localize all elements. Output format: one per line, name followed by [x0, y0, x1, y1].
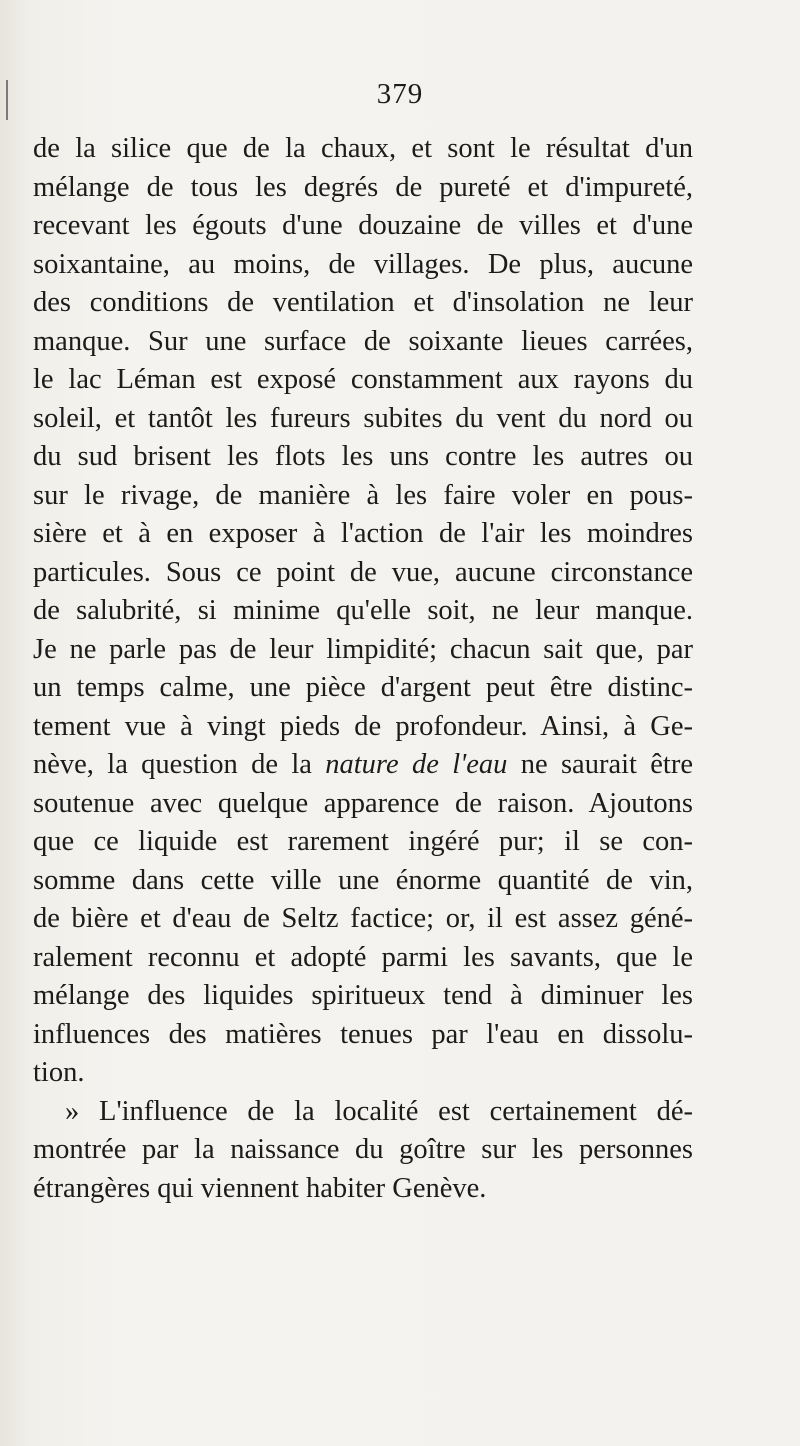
text-line: étrangères qui viennent habiter Genève.	[33, 1172, 487, 1204]
text-line: soleil, et tantôt les fureurs subites du vent du nord ou	[33, 402, 693, 434]
text-line: le lac Léman est exposé constamment aux rayons du	[33, 364, 693, 395]
body-text	[33, 130, 693, 1208]
text-segment: nève, la question de la	[33, 749, 326, 780]
text-line-with-italic	[33, 746, 693, 785]
text-line: un temps calme, une pièce d'argent peut être distinc-	[33, 672, 693, 703]
text-line: mélange des liquides spiritueux tend à diminuer les	[33, 980, 693, 1011]
text-line: des conditions de ventilation et d'insolation ne leur	[33, 287, 693, 318]
italic-phrase: nature de l'eau	[325, 749, 508, 780]
text-line: recevant les égouts d'une douzaine de villes et d'une	[33, 210, 693, 241]
page-number: 379	[376, 78, 424, 110]
text-line: sière et à en exposer à l'action de l'air les moindres	[33, 518, 693, 549]
text-segment: ne saurait être	[507, 749, 693, 780]
text-line: sur le rivage, de manière à les faire voler en pous-	[33, 479, 693, 511]
text-line: tion.	[33, 1057, 85, 1088]
text-line: mélange de tous les degrés de pureté et d'impureté,	[33, 171, 693, 203]
text-line: influences des matières tenues par l'eau en dissolu-	[33, 1018, 693, 1050]
text-line: que ce liquide est rarement ingéré pur; il se con-	[33, 826, 693, 857]
text-line: de salubrité, si minime qu'elle soit, ne leur manque.	[33, 595, 693, 626]
text-line: montrée par la naissance du goître sur les personnes	[33, 1134, 693, 1165]
text-line: de la silice que de la chaux, et sont le résultat d'un	[33, 133, 693, 164]
text-line: du sud brisent les flots les uns contre les autres ou	[33, 441, 693, 472]
text-line: soutenue avec quelque apparence de raison. Ajoutons	[33, 787, 693, 819]
text-line: manque. Sur une surface de soixante lieues carrées,	[33, 325, 693, 357]
text-line: ralement reconnu et adopté parmi les savants, que le	[33, 941, 693, 973]
text-line: Je ne parle pas de leur limpidité; chacun sait que, par	[33, 633, 693, 665]
text-line: particules. Sous ce point de vue, aucune circonstance	[33, 556, 693, 588]
text-line: somme dans cette ville une énorme quantité de vin,	[33, 864, 693, 896]
text-line: » L'influence de la localité est certainement dé-	[65, 1095, 693, 1127]
text-line: de bière et d'eau de Seltz factice; or, il est assez géné-	[33, 903, 693, 934]
text-line: tement vue à vingt pieds de profondeur. Ainsi, à Ge-	[33, 710, 693, 742]
text-line: soixantaine, au moins, de villages. De plus, aucune	[33, 248, 693, 280]
